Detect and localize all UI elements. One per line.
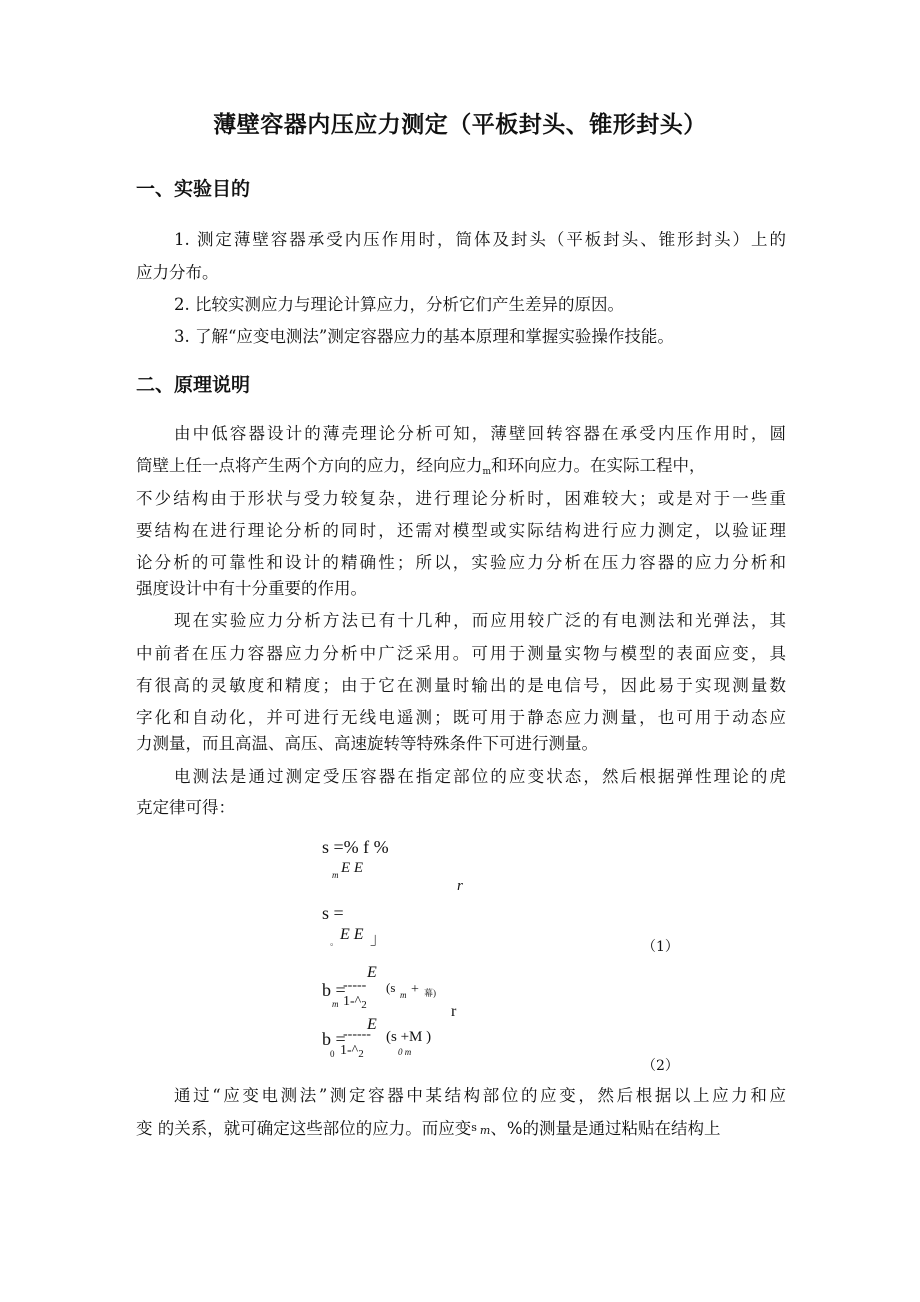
strain-subscript-m: m <box>479 1124 491 1137</box>
principle-p1-line-5: 论分析的可靠性和设计的精确性；所以，实验应力分析在压力容器的应力分析和 <box>136 553 786 572</box>
principle-p1-line-2-text-b: 和环向应力。在实际工程中， <box>491 456 706 475</box>
formula-2-r-label: r <box>451 1003 457 1020</box>
principle-p1-line-4: 要结构在进行理论分析的同时，还需对模型或实际结构进行应力测定，以验证理 <box>136 521 786 540</box>
formula-2-row-1-den-text: 1-^ <box>343 994 362 1009</box>
formula-2-e-top-2: E <box>367 1016 377 1033</box>
section-heading-objective: 一、实验目的 <box>136 178 251 200</box>
principle-p2-line-4: 字化和自动化，并可进行无线电遥测；既可用于静态应力测量，也可用于动态应 <box>136 708 786 727</box>
formula-2-row-1-rest-sub: m <box>400 990 407 1000</box>
objective-line-2: 2. 比较实测应力与理论计算应力，分析它们产生差异的原因。 <box>174 295 624 314</box>
formula-2-row-2-den-text: 1-^ <box>340 1043 359 1058</box>
principle-p3-line-2: 克定律可得： <box>136 798 235 817</box>
formula-2-row-2-dash: ------ <box>343 1027 371 1042</box>
principle-p1-line-2 <box>136 455 786 483</box>
formula-1-row-1: s =% f % <box>322 837 389 857</box>
formula-1-row-2-sub2: E E <box>340 926 364 943</box>
formula-2-row-1-rest: (s <box>386 980 396 995</box>
formula-2-row-1-den-sub: 2 <box>361 999 367 1011</box>
formula-1-row-1-sub: m <box>332 870 339 880</box>
principle-p4-line-1: 通过“应变电测法”测定容器中某结构部位的应变，然后根据以上应力和应 <box>174 1086 786 1105</box>
formula-2-row-1: b = <box>322 980 346 1000</box>
stress-subscript-m: m <box>482 467 492 477</box>
principle-p2-line-1: 现在实验应力分析方法已有十几种，而应用较广泛的有电测法和光弹法，其 <box>174 611 786 630</box>
objective-line-1-cont: 应力分布。 <box>136 263 219 282</box>
formula-2-row-1-den <box>343 994 367 1011</box>
principle-p4-line-2-text-b: 、%的测量是通过粘贴在结构上 <box>490 1119 721 1138</box>
formula-2-row-1-plus: + <box>411 982 419 997</box>
formula-1-row-1-sub2: E E <box>341 860 364 876</box>
formula-2-row-2-sub: 0 <box>330 1049 335 1059</box>
principle-p2-line-2: 中前者在压力容器应力分析中广泛采用。可用于测量实物与模型的表面应变，具 <box>136 644 786 663</box>
document-title: 薄壁容器内压应力测定（平板封头、锥形封头） <box>213 112 707 138</box>
equation-number-1: （1） <box>642 939 679 955</box>
principle-p1-line-1: 由中低容器设计的薄壳理论分析可知，薄壁回转容器在承受内压作用时，圆 <box>174 424 786 443</box>
section-heading-principle: 二、原理说明 <box>136 374 251 396</box>
formula-2-row-2-den <box>340 1043 364 1060</box>
principle-p2-line-5: 力测量，而且高温、高压、高速旋转等特殊条件下可进行测量。 <box>136 734 598 753</box>
principle-p3-line-1: 电测法是通过测定受压容器在指定部位的应变状态，然后根据弹性理论的虎 <box>174 767 786 786</box>
principle-p1-line-6: 强度设计中有十分重要的作用。 <box>136 579 367 598</box>
equation-number-2: （2） <box>642 1058 679 1074</box>
strain-symbol-s: s <box>471 1121 477 1134</box>
principle-p4-line-2 <box>136 1117 786 1142</box>
formula-2-row-2-rest-sub: 0 m <box>398 1047 412 1057</box>
formula-2-row-1-sub: m <box>332 999 339 1009</box>
principle-p2-line-3: 有很高的灵敏度和精度；由于它在测量时输出的是电信号，因此易于实现测量数 <box>136 676 786 695</box>
objective-line-1: 1. 测定薄壁容器承受内压作用时，筒体及封头（平板封头、锥形封头）上的 <box>174 230 786 249</box>
objective-line-3: 3. 了解“应变电测法”测定容器应力的基本原理和掌握实验操作技能。 <box>174 327 674 346</box>
formula-2-row-2: b = <box>322 1029 346 1049</box>
formula-2-row-2-rest: (s +M ) <box>386 1029 432 1045</box>
formula-1-row-2-sub: 。 <box>330 937 340 947</box>
formula-2-row-1-tail: 幕) <box>424 988 436 998</box>
principle-p1-line-2-text-a: 筒壁上任一点将产生两个方向的应力，经向应力 <box>136 456 483 475</box>
formula-2-e-top-1: E <box>367 964 377 981</box>
formula-1-row-2: s = <box>322 903 344 923</box>
principle-p4-line-2-text-a: 变 的关系，就可确定这些部位的应力。而应变 <box>136 1119 472 1138</box>
formula-1-r-label: r <box>457 878 463 894</box>
formula-2-row-1-dash: ----- <box>343 978 367 993</box>
formula-2-row-2-den-sub: 2 <box>358 1048 364 1060</box>
principle-p1-line-3: 不少结构由于形状与受力较复杂，进行理论分析时，困难较大；或是对于一些重 <box>136 489 786 508</box>
formula-1-row-2-bracket: 」 <box>370 931 387 948</box>
